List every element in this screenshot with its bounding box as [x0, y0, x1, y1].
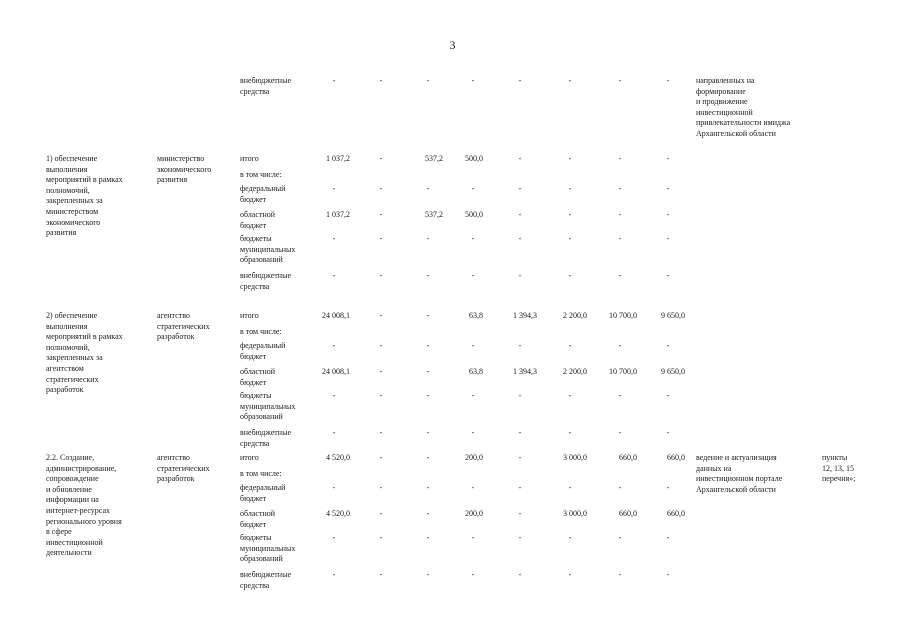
table-cell-value: -: [666, 570, 670, 579]
table-cell-value: -: [518, 483, 522, 492]
executor-name: агентство стратегических разработок: [157, 311, 210, 342]
table-cell-value: -: [426, 509, 430, 518]
table-cell-value: -: [379, 428, 383, 437]
table-cell-value: -: [666, 234, 670, 243]
table-cell-value: 4 520,0: [326, 509, 350, 518]
table-cell-value: -: [471, 428, 475, 437]
table-cell-value: -: [426, 428, 430, 437]
table-cell-value: 3 000,0: [563, 509, 587, 518]
table-cell-value: -: [471, 570, 475, 579]
table-cell-value: 24 008,1: [322, 311, 350, 320]
funding-source-label: областной бюджет: [240, 210, 276, 230]
table-cell-value: -: [568, 210, 572, 219]
table-cell-value: -: [426, 184, 430, 193]
table-cell-value: 2 200,0: [563, 311, 587, 320]
executor-name: министерство экономического развития: [157, 154, 212, 185]
table-cell-value: -: [568, 76, 572, 85]
table-cell-value: -: [518, 154, 522, 163]
table-cell-value: -: [379, 76, 383, 85]
table-cell-value: -: [471, 533, 475, 542]
table-cell-value: 1 394,3: [513, 311, 537, 320]
table-cell-value: -: [666, 210, 670, 219]
table-cell-value: -: [426, 271, 430, 280]
table-cell-value: -: [471, 76, 475, 85]
table-cell-value: 537,2: [425, 154, 443, 163]
table-cell-value: -: [518, 210, 522, 219]
funding-source-label: в том числе:: [240, 170, 282, 179]
table-cell-value: -: [379, 453, 383, 462]
table-cell-value: -: [518, 391, 522, 400]
table-cell-value: -: [471, 483, 475, 492]
table-cell-value: -: [471, 341, 475, 350]
funding-source-label: бюджеты муниципальных образований: [240, 234, 296, 265]
table-cell-value: 500,0: [465, 210, 483, 219]
table-cell-value: 200,0: [465, 453, 483, 462]
table-cell-value: -: [618, 184, 622, 193]
table-cell-value: -: [426, 76, 430, 85]
table-cell-value: -: [618, 570, 622, 579]
table-cell-value: -: [518, 271, 522, 280]
table-cell-value: -: [471, 234, 475, 243]
table-cell-value: -: [332, 483, 336, 492]
table-cell-value: -: [426, 453, 430, 462]
table-cell-value: -: [666, 341, 670, 350]
table-cell-value: 10 700,0: [609, 367, 637, 376]
table-cell-value: -: [666, 391, 670, 400]
table-cell-value: -: [379, 271, 383, 280]
table-cell-value: -: [518, 428, 522, 437]
table-cell-value: -: [426, 341, 430, 350]
funding-source-label: бюджеты муниципальных образований: [240, 391, 296, 422]
table-cell-value: -: [618, 533, 622, 542]
table-cell-value: -: [379, 367, 383, 376]
table-cell-value: -: [618, 234, 622, 243]
table-cell-value: -: [426, 311, 430, 320]
table-cell-value: -: [426, 533, 430, 542]
funding-source-label: в том числе:: [240, 469, 282, 478]
funding-source-label: федеральный бюджет: [240, 184, 286, 204]
table-cell-value: 660,0: [619, 453, 637, 462]
table-cell-value: 9 650,0: [661, 311, 685, 320]
table-cell-value: -: [426, 234, 430, 243]
table-cell-value: -: [471, 391, 475, 400]
table-cell-value: -: [618, 391, 622, 400]
activity-title: 1) обеспечение выполнения мероприятий в рамках полномочий, закрепленных за министерством экономического развития: [46, 154, 123, 238]
table-cell-value: -: [518, 509, 522, 518]
table-cell-value: 1 037,2: [326, 210, 350, 219]
table-cell-value: -: [426, 391, 430, 400]
table-cell-value: -: [568, 570, 572, 579]
table-cell-value: -: [666, 428, 670, 437]
table-cell-value: -: [666, 184, 670, 193]
executor-name: агентство стратегических разработок: [157, 453, 210, 484]
funding-source-label: итого: [240, 453, 259, 462]
funding-source-label: внебюджетные средства: [240, 271, 291, 291]
table-cell-value: 63,8: [469, 311, 483, 320]
table-cell-value: -: [568, 271, 572, 280]
table-cell-value: 660,0: [619, 509, 637, 518]
table-cell-value: -: [379, 184, 383, 193]
table-cell-value: -: [518, 570, 522, 579]
table-cell-value: 660,0: [667, 453, 685, 462]
table-cell-value: -: [518, 533, 522, 542]
table-cell-value: -: [332, 184, 336, 193]
table-cell-value: -: [332, 76, 336, 85]
table-cell-value: -: [379, 391, 383, 400]
table-cell-value: -: [471, 184, 475, 193]
table-cell-value: 660,0: [667, 509, 685, 518]
table-cell-value: -: [332, 341, 336, 350]
table-cell-value: -: [618, 210, 622, 219]
funding-source-label: внебюджетные средства: [240, 76, 291, 96]
table-cell-value: -: [379, 509, 383, 518]
funding-source-label: внебюджетные средства: [240, 570, 291, 590]
table-cell-value: -: [379, 210, 383, 219]
funding-source-label: внебюджетные средства: [240, 428, 291, 448]
table-cell-value: 10 700,0: [609, 311, 637, 320]
table-cell-value: -: [666, 154, 670, 163]
table-cell-value: -: [332, 570, 336, 579]
table-cell-value: -: [379, 483, 383, 492]
funding-source-label: федеральный бюджет: [240, 341, 286, 361]
funding-source-label: областной бюджет: [240, 367, 276, 387]
table-cell-value: -: [618, 271, 622, 280]
table-cell-value: 537,2: [425, 210, 443, 219]
table-cell-value: -: [666, 533, 670, 542]
table-cell-value: -: [618, 483, 622, 492]
table-cell-value: -: [568, 483, 572, 492]
funding-source-label: итого: [240, 154, 259, 163]
table-cell-value: 24 008,1: [322, 367, 350, 376]
table-cell-value: 1 394,3: [513, 367, 537, 376]
table-cell-value: -: [518, 341, 522, 350]
table-cell-value: -: [426, 483, 430, 492]
table-cell-value: -: [568, 234, 572, 243]
table-cell-value: -: [379, 234, 383, 243]
table-cell-value: -: [666, 271, 670, 280]
table-cell-value: -: [618, 428, 622, 437]
table-cell-value: -: [518, 184, 522, 193]
table-cell-value: -: [568, 391, 572, 400]
table-cell-value: -: [379, 154, 383, 163]
table-cell-value: -: [518, 453, 522, 462]
table-cell-value: 2 200,0: [563, 367, 587, 376]
table-cell-value: -: [568, 533, 572, 542]
funding-source-label: итого: [240, 311, 259, 320]
table-cell-value: -: [332, 234, 336, 243]
funding-source-label: в том числе:: [240, 327, 282, 336]
table-cell-value: -: [568, 184, 572, 193]
table-cell-value: 63,8: [469, 367, 483, 376]
table-cell-value: -: [471, 271, 475, 280]
table-cell-value: -: [618, 76, 622, 85]
table-cell-value: -: [332, 533, 336, 542]
table-cell-value: -: [568, 428, 572, 437]
activity-title: 2.2. Создание, администрирование, сопровождение и обновление информации на интернет-ресурсах регионального уровня в сфере инвестиционной деятельности: [46, 453, 122, 558]
table-cell-value: -: [332, 391, 336, 400]
expected-result-text: ведение и актуализация данных на инвестиционном портале Архангельской области: [696, 453, 783, 494]
table-cell-value: -: [518, 234, 522, 243]
table-cell-value: 1 037,2: [326, 154, 350, 163]
table-cell-value: -: [618, 341, 622, 350]
table-cell-value: 200,0: [465, 509, 483, 518]
funding-source-label: федеральный бюджет: [240, 483, 286, 503]
table-cell-value: 3 000,0: [563, 453, 587, 462]
list-reference: пункты 12, 13, 15 перечня»;: [822, 453, 856, 484]
table-cell-value: -: [666, 483, 670, 492]
table-cell-value: -: [666, 76, 670, 85]
table-cell-value: -: [379, 341, 383, 350]
expected-result-text: направленных на формирование и продвижение инвестиционной привлекательности имиджа Архангельской области: [696, 76, 791, 138]
table-cell-value: -: [426, 367, 430, 376]
table-cell-value: 500,0: [465, 154, 483, 163]
table-cell-value: -: [332, 271, 336, 280]
table-cell-value: -: [518, 76, 522, 85]
table-cell-value: -: [568, 341, 572, 350]
table-cell-value: 9 650,0: [661, 367, 685, 376]
funding-source-label: бюджеты муниципальных образований: [240, 533, 296, 564]
table-cell-value: -: [379, 533, 383, 542]
table-cell-value: -: [426, 570, 430, 579]
funding-source-label: областной бюджет: [240, 509, 276, 529]
table-cell-value: 4 520,0: [326, 453, 350, 462]
table-cell-value: -: [379, 311, 383, 320]
page-number: 3: [449, 38, 456, 52]
table-cell-value: -: [379, 570, 383, 579]
table-cell-value: -: [568, 154, 572, 163]
activity-title: 2) обеспечение выполнения мероприятий в рамках полномочий, закрепленных за агентством стратегических разработок: [46, 311, 123, 395]
table-cell-value: -: [618, 154, 622, 163]
table-cell-value: -: [332, 428, 336, 437]
